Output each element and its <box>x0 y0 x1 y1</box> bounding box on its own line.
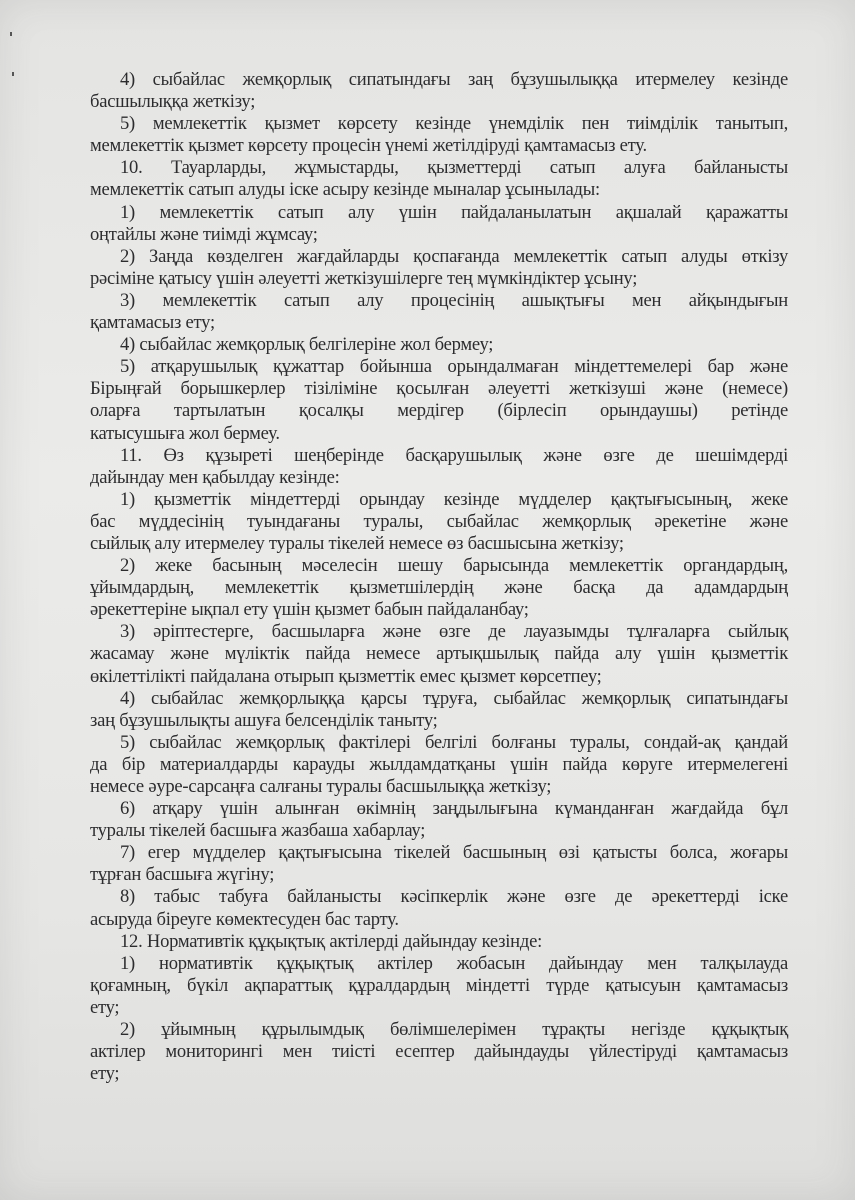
text-line: қамтамасыз ету; <box>90 312 215 334</box>
paragraph <box>90 1019 788 1085</box>
text-line: 6) атқару үшін алынған өкімнің заңдылығына күманданған жағдайда бұл <box>120 798 788 820</box>
text-line: 5) сыбайлас жемқорлық фактілері белгілі болғаны туралы, сондай-ақ қандай <box>120 731 788 753</box>
document-body <box>90 69 788 1085</box>
paragraph <box>90 798 788 842</box>
text-line: әрекеттеріне ықпал ету үшін қызмет бабын пайдаланбау; <box>90 599 529 621</box>
paper-speck <box>10 32 12 36</box>
text-line: актілер мониторингі мен тиісті есептер дайындауды үйлестіруді қамтамасыз <box>90 1041 788 1063</box>
text-line: 2) жеке басының мәселесін шешу барысында мемлекеттік органдардың, <box>120 555 788 577</box>
paragraph <box>90 290 788 334</box>
paragraph <box>90 886 788 930</box>
text-line: 3) мемлекеттік сатып алу процесінің ашықтығы мен айқындығын <box>120 289 788 311</box>
text-line: 5) мемлекеттік қызмет көрсету кезінде үнемділік пен тиімділік танытып, <box>120 113 788 135</box>
text-line: рәсіміне қатысу үшін әлеуетті жеткізушілерге тең мүмкіндіктер ұсыну; <box>90 267 638 289</box>
text-line: оларға тартылатын қосалқы мердігер (бірлесіп орындаушы) ретінде <box>90 400 788 422</box>
paragraph <box>90 931 788 953</box>
text-line: 2) ұйымның құрылымдық бөлімшелерімен тұрақты негізде құқықтық <box>120 1019 788 1041</box>
text-line: да бір материалдарды карауды жылдамдатқаны үшін пайда көруге итермелегені <box>90 753 788 775</box>
paragraph <box>90 202 788 246</box>
paragraph <box>90 489 788 555</box>
text-line: Бірыңғай борышкерлер тізіліміне қосылған әлеуетті жеткізуші және (немесе) <box>90 378 788 400</box>
paragraph <box>90 621 788 687</box>
text-line: мемлекеттік қызмет көрсету процесін үнемі жетілдіруді қамтамасыз ету. <box>90 135 647 157</box>
text-line: ұйымдардың, мемлекеттік қызметшілердің және басқа да адамдардың <box>90 577 788 599</box>
text-line: 11. Өз құзыреті шеңберінде басқарушылық және өзге де шешімдерді <box>120 444 788 466</box>
text-line: ету; <box>90 996 120 1018</box>
paragraph <box>90 356 788 444</box>
paragraph <box>90 334 788 356</box>
text-line: 3) әріптестерге, басшыларға және өзге де лауазымды тұлғаларға сыйлық <box>120 621 788 643</box>
paragraph <box>90 953 788 1019</box>
text-line: 8) табыс табуға байланысты кәсіпкерлік және өзге де әрекеттерді іске <box>120 886 788 908</box>
paragraph <box>90 842 788 886</box>
text-line: өкілеттілікті пайдалана отырып қызметтік емес қызмет көрсетпеу; <box>90 665 602 687</box>
text-line: 1) нормативтік құқықтық актілер жобасын дайындау мен талқылауда <box>120 952 788 974</box>
text-line: 5) атқарушылық құжаттар бойынша орындалмаған міндеттемелері бар және <box>120 356 788 378</box>
text-line: 12. Нормативтік құқықтық актілерді дайындау кезінде: <box>120 930 543 952</box>
text-line: тұрған басшыға жүгіну; <box>90 864 275 886</box>
text-line: 1) мемлекеттік сатып алу үшін пайдаланылатын ақшалай қаражатты <box>120 201 788 223</box>
text-line: катысушыға жол бермеу. <box>90 422 280 444</box>
text-line: асыруда біреуге көмектесуден бас тарту. <box>90 908 399 930</box>
text-line: бас мүддесінің туындағаны туралы, сыбайлас жемқорлық әрекетіне және <box>90 510 788 532</box>
paragraph <box>90 445 788 489</box>
text-line: мемлекеттік сатып алуды іске асыру кезінде мыналар ұсынылады: <box>90 179 600 201</box>
text-line: 4) сыбайлас жемқорлық белгілеріне жол бермеу; <box>120 334 494 356</box>
text-line: ету; <box>90 1063 120 1085</box>
paragraph <box>90 113 788 157</box>
text-line: басшылыққа жеткізу; <box>90 91 256 113</box>
text-line: сыйлық алу итермелеу туралы тікелей немесе өз басшысына жеткізу; <box>90 532 624 554</box>
paragraph <box>90 246 788 290</box>
text-line: немесе әуре-сарсаңға салғаны туралы басшылыққа жеткізу; <box>90 776 552 797</box>
text-line: дайындау мен қабылдау кезінде: <box>90 466 340 488</box>
paragraph <box>90 688 788 732</box>
text-line: 4) сыбайлас жемқорлық сипатындағы заң бұзушылыққа итермелеу кезінде <box>120 69 788 90</box>
text-line: 1) қызметтік міндеттерді орындау кезінде мүдделер қақтығысының, жеке <box>120 488 788 510</box>
paragraph <box>90 157 788 201</box>
text-line: 7) егер мүдделер қақтығысына тікелей басшының өзі қатысты болса, жоғары <box>120 842 788 864</box>
text-line: туралы тікелей басшыға жазбаша хабарлау; <box>90 820 426 842</box>
text-line: 10. Тауарларды, жұмыстарды, қызметтерді сатып алуға байланысты <box>120 157 788 179</box>
text-line: 4) сыбайлас жемқорлыққа қарсы тұруға, сыбайлас жемқорлық сипатындағы <box>120 687 788 709</box>
paper-speck <box>12 72 14 76</box>
paragraph <box>90 69 788 113</box>
text-line: заң бұзушылықты ашуға белсенділік таныту; <box>90 709 438 731</box>
text-line: жасамау және мүліктік пайда немесе артықшылық пайда алу үшін қызметтік <box>90 643 788 665</box>
paragraph <box>90 555 788 621</box>
text-line: қоғамның, бүкіл ақпараттық құралдардың міндетті түрде қатысуын қамтамасыз <box>90 974 788 996</box>
text-line: 2) Заңда көзделген жағдайларды қоспағанда мемлекеттік сатып алуды өткізу <box>120 245 788 267</box>
paragraph <box>90 732 788 798</box>
text-line: оңтайлы және тиімді жұмсау; <box>90 223 318 245</box>
